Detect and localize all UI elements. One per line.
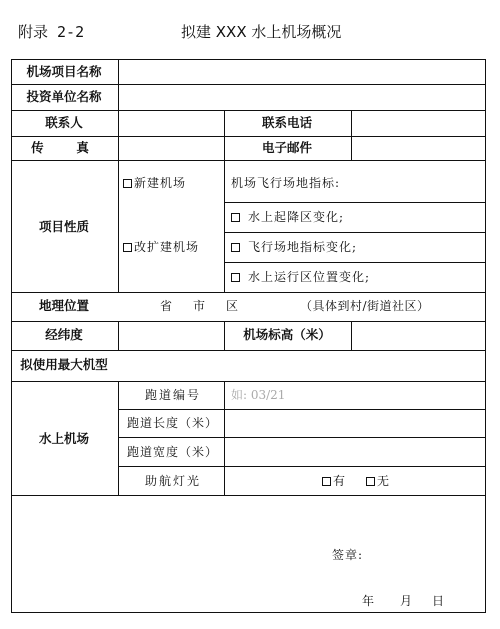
airfield-indicator-checkbox[interactable] <box>231 243 240 252</box>
nav-lights-yes-option[interactable] <box>322 475 346 487</box>
runway-width-label: 跑道宽度（米） <box>127 445 219 459</box>
runway-length-field[interactable] <box>225 410 485 437</box>
takeoff-zone-change-option[interactable] <box>231 211 344 223</box>
email-label: 电子邮件 <box>261 140 313 155</box>
fax-label: 传 真 <box>31 140 97 155</box>
date-day: 日 <box>432 594 446 608</box>
fax-field[interactable] <box>119 137 224 160</box>
runway-no-field[interactable]: 如: 03/21 <box>231 388 286 402</box>
max-aircraft-label: 拟使用最大机型 <box>20 357 108 372</box>
phone-field[interactable] <box>352 111 485 136</box>
takeoff-zone-text: 水上起降区变化; <box>248 210 345 224</box>
expand-airport-checkbox[interactable] <box>123 243 132 252</box>
date-year: 年 <box>362 594 376 608</box>
phone-label: 联系电话 <box>261 115 313 130</box>
runway-length-label: 跑道长度（米） <box>127 416 219 430</box>
runway-width-field[interactable] <box>225 438 485 466</box>
coords-label: 经纬度 <box>45 327 83 342</box>
nav-lights-no-text: 无 <box>377 474 391 488</box>
seal-label: 签章: <box>332 548 364 562</box>
email-field[interactable] <box>352 137 485 160</box>
investor-field[interactable] <box>119 85 485 110</box>
airfield-indicator-change-option[interactable] <box>231 241 357 253</box>
location-city: 市 <box>193 299 207 313</box>
investor-label: 投资单位名称 <box>26 89 102 104</box>
new-airport-option[interactable] <box>123 177 186 189</box>
project-name-field[interactable] <box>119 60 485 84</box>
elevation-label: 机场标高（米） <box>243 327 331 342</box>
runway-no-label: 跑道编号 <box>145 388 202 402</box>
water-airport-label: 水上机场 <box>38 431 90 446</box>
operation-zone-checkbox[interactable] <box>231 273 240 282</box>
location-label: 地理位置 <box>38 298 90 313</box>
expand-airport-text: 改扩建机场 <box>134 240 200 254</box>
project-name-label: 机场项目名称 <box>26 64 102 79</box>
elevation-field[interactable] <box>352 322 485 350</box>
location-detail: （具体到村/街道社区） <box>300 299 430 313</box>
expand-airport-option[interactable] <box>123 241 199 253</box>
coords-field[interactable] <box>119 322 224 350</box>
appendix-number: 附录 2-2 <box>18 23 85 41</box>
nav-lights-no-option[interactable] <box>366 475 390 487</box>
date-month: 月 <box>400 594 414 608</box>
new-airport-checkbox[interactable] <box>123 179 132 188</box>
operation-zone-text: 水上运行区位置变化; <box>248 270 371 284</box>
location-province: 省 <box>160 299 174 313</box>
operation-zone-change-option[interactable] <box>231 271 370 283</box>
nav-lights-label: 助航灯光 <box>145 474 202 488</box>
nav-lights-no-checkbox[interactable] <box>366 477 375 486</box>
project-nature-label: 项目性质 <box>38 219 90 234</box>
form-title: 拟建 XXX 水上机场概况 <box>181 23 342 41</box>
contact-field[interactable] <box>119 111 224 136</box>
location-district: 区 <box>226 299 240 313</box>
airfield-indicator-text: 机场飞行场地指标: <box>231 176 341 190</box>
contact-label: 联系人 <box>45 115 83 130</box>
new-airport-text: 新建机场 <box>134 176 187 190</box>
takeoff-zone-checkbox[interactable] <box>231 213 240 222</box>
nav-lights-yes-checkbox[interactable] <box>322 477 331 486</box>
max-aircraft-field[interactable] <box>119 351 485 381</box>
airfield-indicator-change-text: 飞行场地指标变化; <box>248 240 358 254</box>
nav-lights-yes-text: 有 <box>333 474 347 488</box>
